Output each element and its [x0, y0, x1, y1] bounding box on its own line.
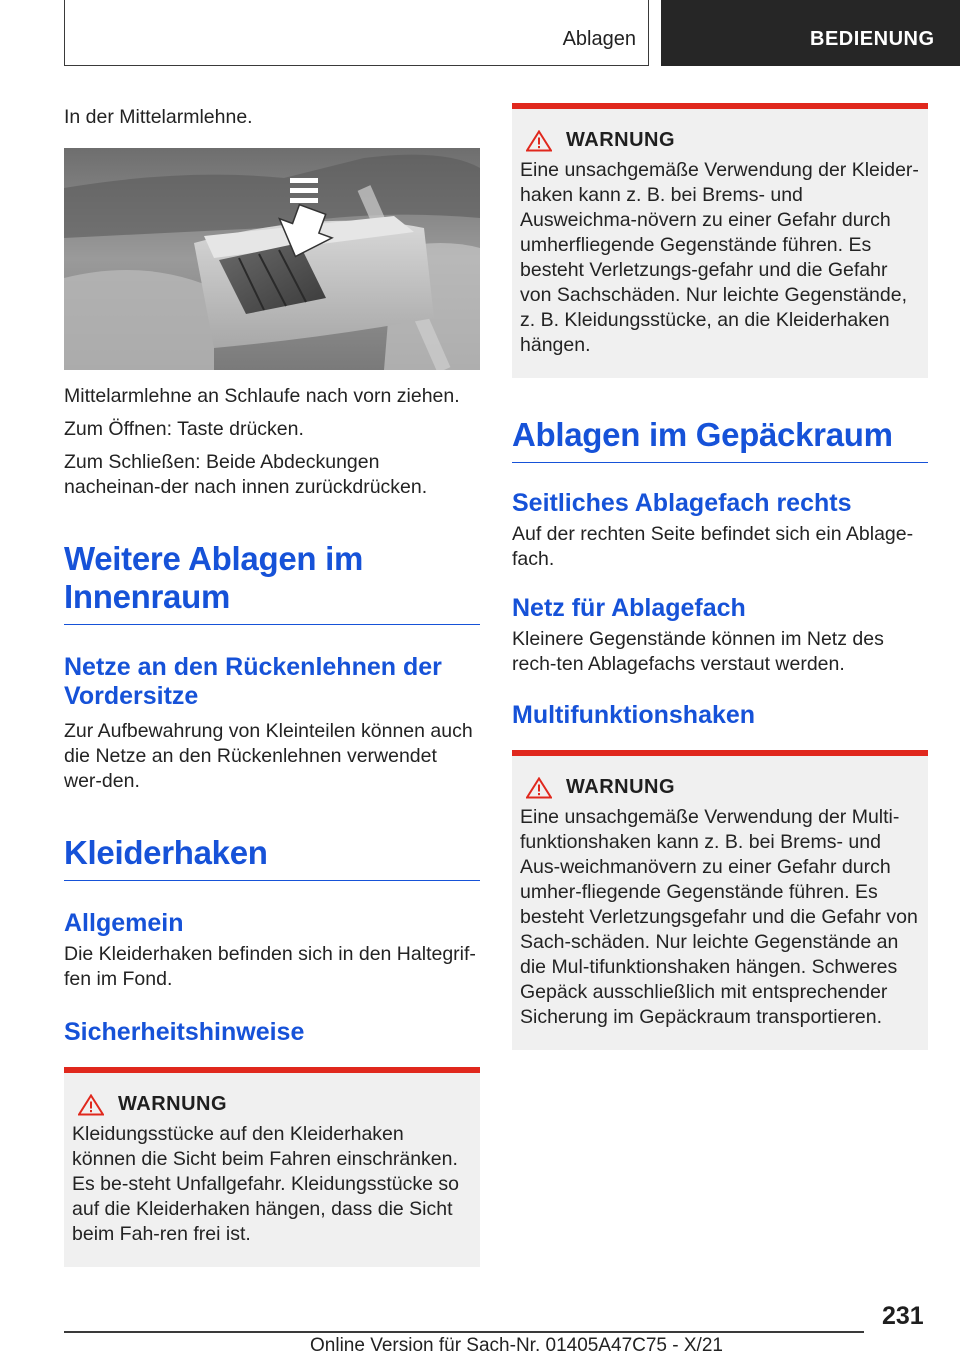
para-seitlich: Auf der rechten Seite befindet sich ein Ablage-fach.: [512, 523, 914, 570]
heading-kleiderhaken: Kleiderhaken: [64, 834, 480, 881]
heading-netze: Netze an den Rückenlehnen der Vordersitze: [64, 653, 442, 710]
right-column: [512, 103, 928, 1050]
heading-allgemein: Allgemein: [64, 909, 184, 937]
header-section-box: [64, 0, 649, 66]
heading-netz-ablagefach: Netz für Ablagefach: [512, 594, 746, 622]
warning-title-text: WARNUNG: [566, 776, 676, 798]
header-chapter-box: [661, 0, 960, 66]
heading-weitere-ablagen: Weitere Ablagen im Innenraum: [64, 540, 480, 625]
warning-box: [512, 750, 928, 1050]
header-section-title: Ablagen: [562, 28, 636, 50]
para-netze: Zur Aufbewahrung von Kleinteilen können auch die Netze an den Rückenlehnen verwendet wer-den.: [64, 720, 473, 792]
warning-text: Kleidungsstücke auf den Kleiderhaken können die Sicht beim Fahren einschränken. Es be-steht Unfallgefahr. Kleidungsstücke so auf die Kleiderhaken hängen, dass die Sicht beim Fah-ren frei ist.: [72, 1123, 459, 1245]
para-pull-armrest: Mittelarmlehne an Schlaufe nach vorn ziehen.: [64, 385, 460, 407]
footer-online-version: Online Version für Sach-Nr. 01405A47C75 - X/21: [310, 1335, 723, 1356]
para-open: Zum Öffnen: Taste drücken.: [64, 418, 304, 440]
armrest-illustration: [64, 148, 480, 370]
warning-title: [526, 776, 920, 799]
footer-divider: [64, 1331, 864, 1333]
para-close: Zum Schließen: Beide Abdeckungen nacheinan-der nach innen zurückdrücken.: [64, 451, 428, 498]
warning-title: [78, 1093, 472, 1116]
heading-sicherheitshinweise: Sicherheitshinweise: [64, 1018, 305, 1046]
warning-box: [512, 103, 928, 378]
heading-multifunktionshaken: Multifunktionshaken: [512, 701, 756, 729]
warning-triangle-icon: [78, 1094, 104, 1116]
heading-ablagen-gepaeckraum: Ablagen im Gepäckraum: [512, 416, 928, 463]
para-allgemein: Die Kleiderhaken befinden sich in den Haltegrif-fen im Fond.: [64, 943, 476, 990]
warning-triangle-icon: [526, 130, 552, 152]
armrest-photo: [64, 148, 480, 370]
header-chapter-title: BEDIENUNG: [810, 28, 935, 50]
warning-triangle-icon: [526, 777, 552, 799]
warning-text: Eine unsachgemäße Verwendung der Kleider-haken kann z. B. bei Brems- und Ausweichma-növern zu einer Gefahr durch umherfliegende Gegenstände führen. Es besteht Verletzungs-gefahr und die Gefahr von Sachschäden. Nur leichte Gegenstände, z. B. Kleidungsstücke, an die Kleiderhaken hängen.: [520, 159, 919, 356]
heading-seitliches-ablagefach: Seitliches Ablagefach rechts: [512, 489, 852, 517]
warning-title-text: WARNUNG: [566, 129, 676, 151]
warning-title-text: WARNUNG: [118, 1093, 228, 1115]
para-netz: Kleinere Gegenstände können im Netz des rech-ten Ablagefachs verstaut werden.: [512, 628, 884, 675]
intro-text: In der Mittelarmlehne.: [64, 106, 253, 128]
left-column: [64, 100, 480, 1267]
page-number: 231: [882, 1302, 924, 1330]
warning-title: [526, 129, 920, 152]
warning-box: [64, 1067, 480, 1267]
warning-text: Eine unsachgemäße Verwendung der Multi-funktionshaken kann z. B. bei Brems- und Aus-weichmanövern zu einer Gefahr durch umher-fliegende Gegenstände führen. Es besteht Verletzungsgefahr und die Gefahr von Sach-schäden. Nur leichte Gegenstände an die Mul-tifunktionshaken hängen. Schweres Gepäck ausschließlich mit entsprechender Sicherung im Gepäckraum transportieren.: [520, 806, 918, 1028]
